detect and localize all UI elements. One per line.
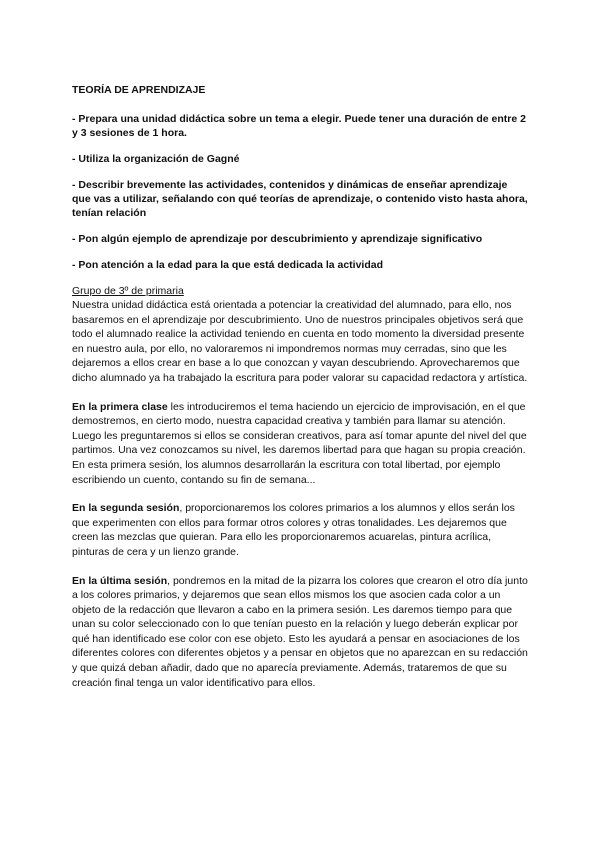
session-lead: En la primera clase — [72, 400, 168, 413]
requirement-item: - Pon algún ejemplo de aprendizaje por descubrimiento y aprendizaje significativo — [72, 233, 483, 245]
session-paragraph-1 — [72, 400, 528, 488]
requirement-item: - Pon atención a la edad para la que está dedicada la actividad — [72, 259, 384, 271]
group-heading: Grupo de 3º de primaria — [72, 285, 184, 297]
requirement-item: - Utiliza la organización de Gagné — [72, 153, 240, 165]
session-lead: En la segunda sesión — [72, 502, 180, 515]
document-page — [72, 84, 528, 704]
session-text: les introduciremos el tema haciendo un ejercicio de improvisación, en el que demostremos, en cierto modo, nuestra capacidad creativa y también para llamar su atención. Luego les preguntaremos si ellos se consideran creativos, para así tomar apunte del nivel del que partimos. Una vez conozcamos su nivel, les daremos libertad para que hagan su propia creación. En esta primera sesión, los alumnos desarrollarán la escritura con total libertad, por ejemplo escribiendo un cuento, contando su fin de semana... — [72, 400, 527, 486]
session-lead: En la última sesión — [72, 574, 168, 587]
document-title: TEORÍA DE APRENDIZAJE — [72, 84, 206, 96]
requirement-item: - Describir brevemente las actividades, contenidos y dinámicas de enseñar aprendizaje que vas a utilizar, señalando con qué teorías de aprendizaje, o contenido visto hasta ahora, tenían relación — [72, 179, 528, 219]
session-text: , proporcionaremos los colores primarios a los alumnos y ellos serán los que experimenten con ellos para formar otros colores y otras tonalidades. Les dejaremos que creen las mezclas que quieran. Para ello les proporcionaremos acuarelas, pintura acrílica, pinturas de cera y un lienzo grande. — [72, 502, 515, 558]
session-text: , pondremos en la mitad de la pizarra los colores que crearon el otro día junto a los colores primarios, y dejaremos que sean ellos mismos los que asocien cada color a un objeto de la redacción que llevaron a cabo en la primera sesión. Les daremos tiempo para que unan su color seleccionado con lo que tenían puesto en la relación y luego deberán explicar por qué han identificado ese color con ese objeto. Esto les ayudará a pensar en asociaciones de los diferentes colores con diferentes objetos y a pensar en objetos que no aparezcan en su redacción y que quizá deban añadir, dado que no aparecía previamente. Además, trataremos de que su creación final tenga un valor identificativo para ellos. — [72, 574, 528, 689]
requirement-item: - Prepara una unidad didáctica sobre un tema a elegir. Puede tener una duración de entre 2 y 3 sesiones de 1 hora. — [72, 113, 526, 139]
session-paragraph-2 — [72, 501, 528, 559]
intro-paragraph: Nuestra unidad didáctica está orientada a potenciar la creatividad del alumnado, para ello, nos basaremos en el aprendizaje por descubrimiento. Uno de nuestros principales objetivos será que todo el alumnado realice la actividad teniendo en cuenta en todo momento la diversidad presente en nuestro aula, por ello, no valoraremos ni impondremos normas muy cerradas, sino que les dejaremos a ellos crear en base a lo que conozcan y vayan descubriendo. Aprovecharemos que dicho alumnado ya ha trabajado la escritura para poder valorar su capacidad redactora y artística. — [72, 299, 528, 384]
session-paragraph-3 — [72, 574, 528, 691]
